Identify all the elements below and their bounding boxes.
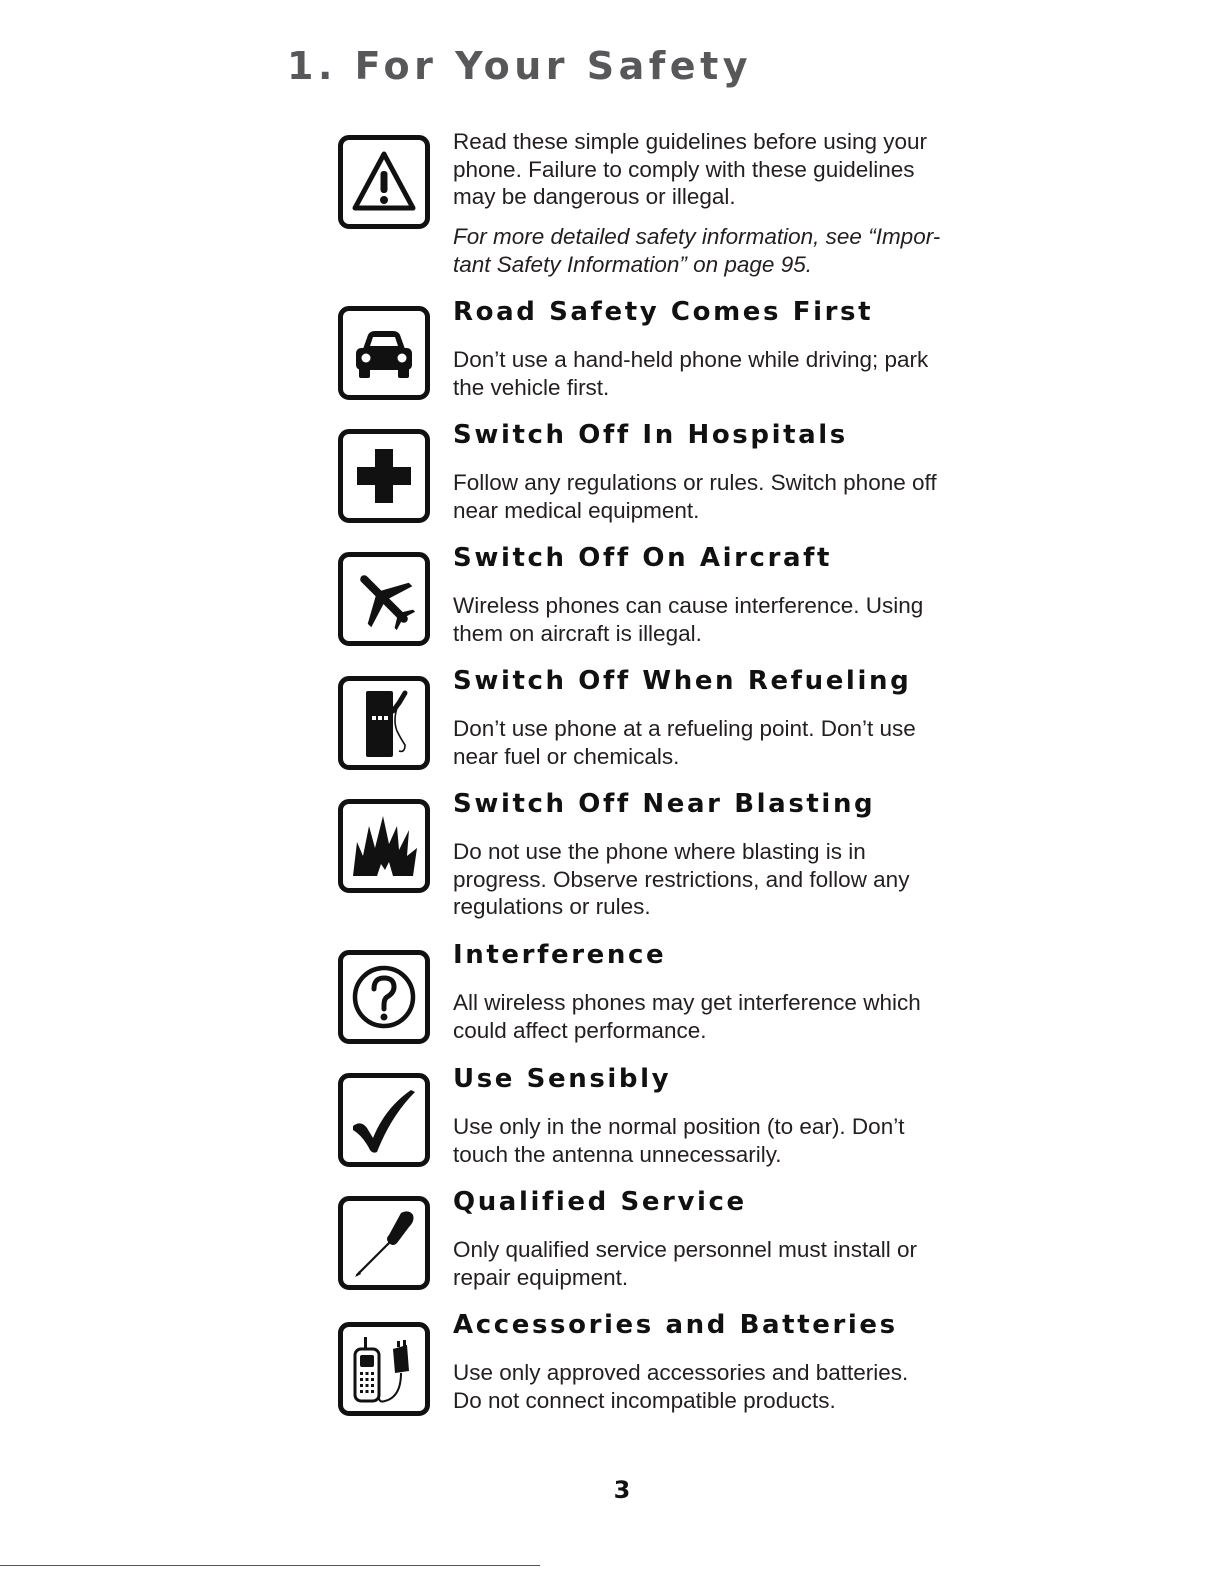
section-text: Only qualified service personnel must install or repair equipment. [453,1237,917,1290]
section-heading: Switch Off In Hospitals [453,420,848,450]
section-text: Wireless phones can cause interference. Using them on aircraft is illegal. [453,593,924,646]
section-heading: Use Sensibly [453,1064,672,1094]
section-heading: Accessories and Batteries [453,1310,898,1340]
screwdriver-icon [338,1196,430,1290]
section-heading: Interference [453,940,667,970]
section-text: Use only approved accessories and batteries. Do not connect incompatible products. [453,1360,909,1413]
warning-triangle-icon [338,135,430,229]
section-heading: Qualified Service [453,1187,747,1217]
section-heading: Switch Off Near Blasting [453,789,876,819]
car-icon [338,306,430,400]
section-text: Follow any regulations or rules. Switch phone off near medical equipment. [453,470,937,523]
checkmark-icon [338,1073,430,1167]
section-heading: Switch Off When Refueling [453,666,912,696]
section-text: All wireless phones may get interference which could affect performance. [453,990,921,1043]
question-mark-icon [338,950,430,1044]
section-heading: Switch Off On Aircraft [453,543,833,573]
section-text: Do not use the phone where blasting is in progress. Observe restrictions, and follow any regulations or rules. [453,839,910,919]
intro-text: Read these simple guidelines before using your phone. Failure to comply with these guidelines may be dangerous or illegal. [453,129,928,209]
page-title: 1. For Your Safety [287,44,753,88]
intro-note: For more detailed safety information, see “Impor-tant Safety Information” on page 95. [453,224,941,277]
medical-cross-icon [338,429,430,523]
bottom-rule [0,1565,540,1566]
fuel-pump-icon [338,676,430,770]
section-text: Don’t use a hand-held phone while driving; park the vehicle first. [453,347,929,400]
page-number: 3 [613,1476,631,1504]
section-text: Don’t use phone at a refueling point. Don’t use near fuel or chemicals. [453,716,916,769]
phone-charger-icon [338,1322,430,1416]
explosion-icon [338,799,430,893]
airplane-icon [338,552,430,646]
section-heading: Road Safety Comes First [453,297,874,327]
section-text: Use only in the normal position (to ear). Don’t touch the antenna unnecessarily. [453,1114,905,1167]
